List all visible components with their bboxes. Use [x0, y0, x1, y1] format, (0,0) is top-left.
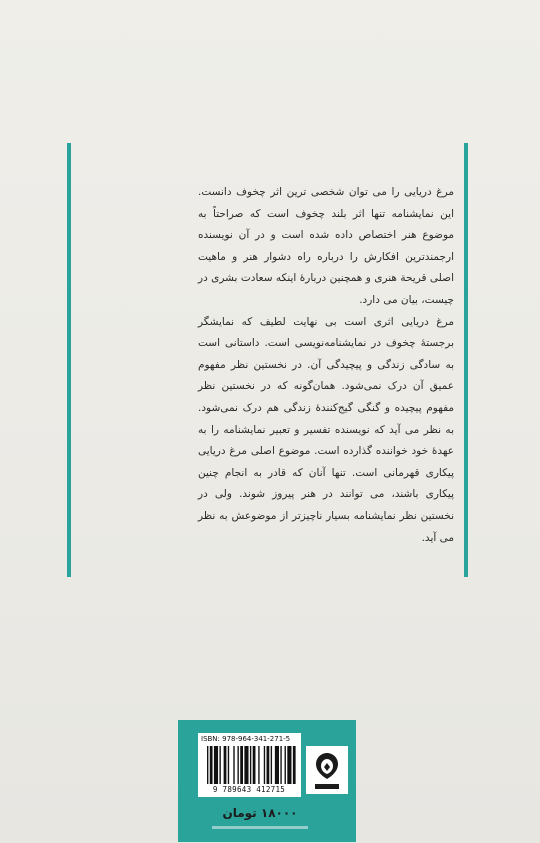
left-accent-rule — [67, 143, 71, 577]
isbn-label: ISBN: 978-964-341-271-5 — [201, 735, 291, 743]
publisher-logo-icon — [306, 746, 348, 794]
blurb-paragraph-1: مرغ دریایی را می توان شخصی ترین اثر چخوف دانست. این نمایشنامه تنها اثر بلند چخوف است که صراحتاً به موضوع هنر اختصاص داده شده است و در آن نویسنده ارجمندترین افکارش را درباره راه دشوار هنر و ماهیت اصلی قریحة هنری و همچنین دربارهٔ اینکه سعادت بشری در چیست، بیان می دارد. — [198, 186, 454, 306]
barcode-digits: 9 789643 412715 — [212, 785, 286, 794]
price-underline — [212, 826, 308, 829]
barcode-bars — [207, 746, 297, 784]
right-accent-rule — [464, 143, 468, 577]
blurb-text — [198, 182, 454, 552]
price-label: ۱۸۰۰۰ تومان — [222, 806, 298, 820]
blurb-paragraph-2: مرغ دریایی اثری است بی نهایت لطیف که نمایشگر برجستهٔ چخوف در نمایشنامه‌نویسی است. داستانی است به سادگی زندگی و پیچیدگی آن. در نخستین نظر مفهوم عمیق آن درک نمی‌شود. همان‌گونه که در نخستین نظر مفهوم پیچیده و گنگی گیج‌کنندهٔ زندگی هم درک نمی‌شود. به نظر می آید که نویسنده تفسیر و تعبیر نمایشنامه را به عهدهٔ خود خواننده گذارده است. موضوع اصلی مرغ دریایی پیکاری قهرمانی است. تنها آنان که قادر به انجام چنین پیکاری باشند، می توانند در هنر پیروز شوند. ولی در نخستین نظر نمایشنامه بسیار ناچیزتر از موضوعش به نظر می آید. — [198, 315, 454, 544]
